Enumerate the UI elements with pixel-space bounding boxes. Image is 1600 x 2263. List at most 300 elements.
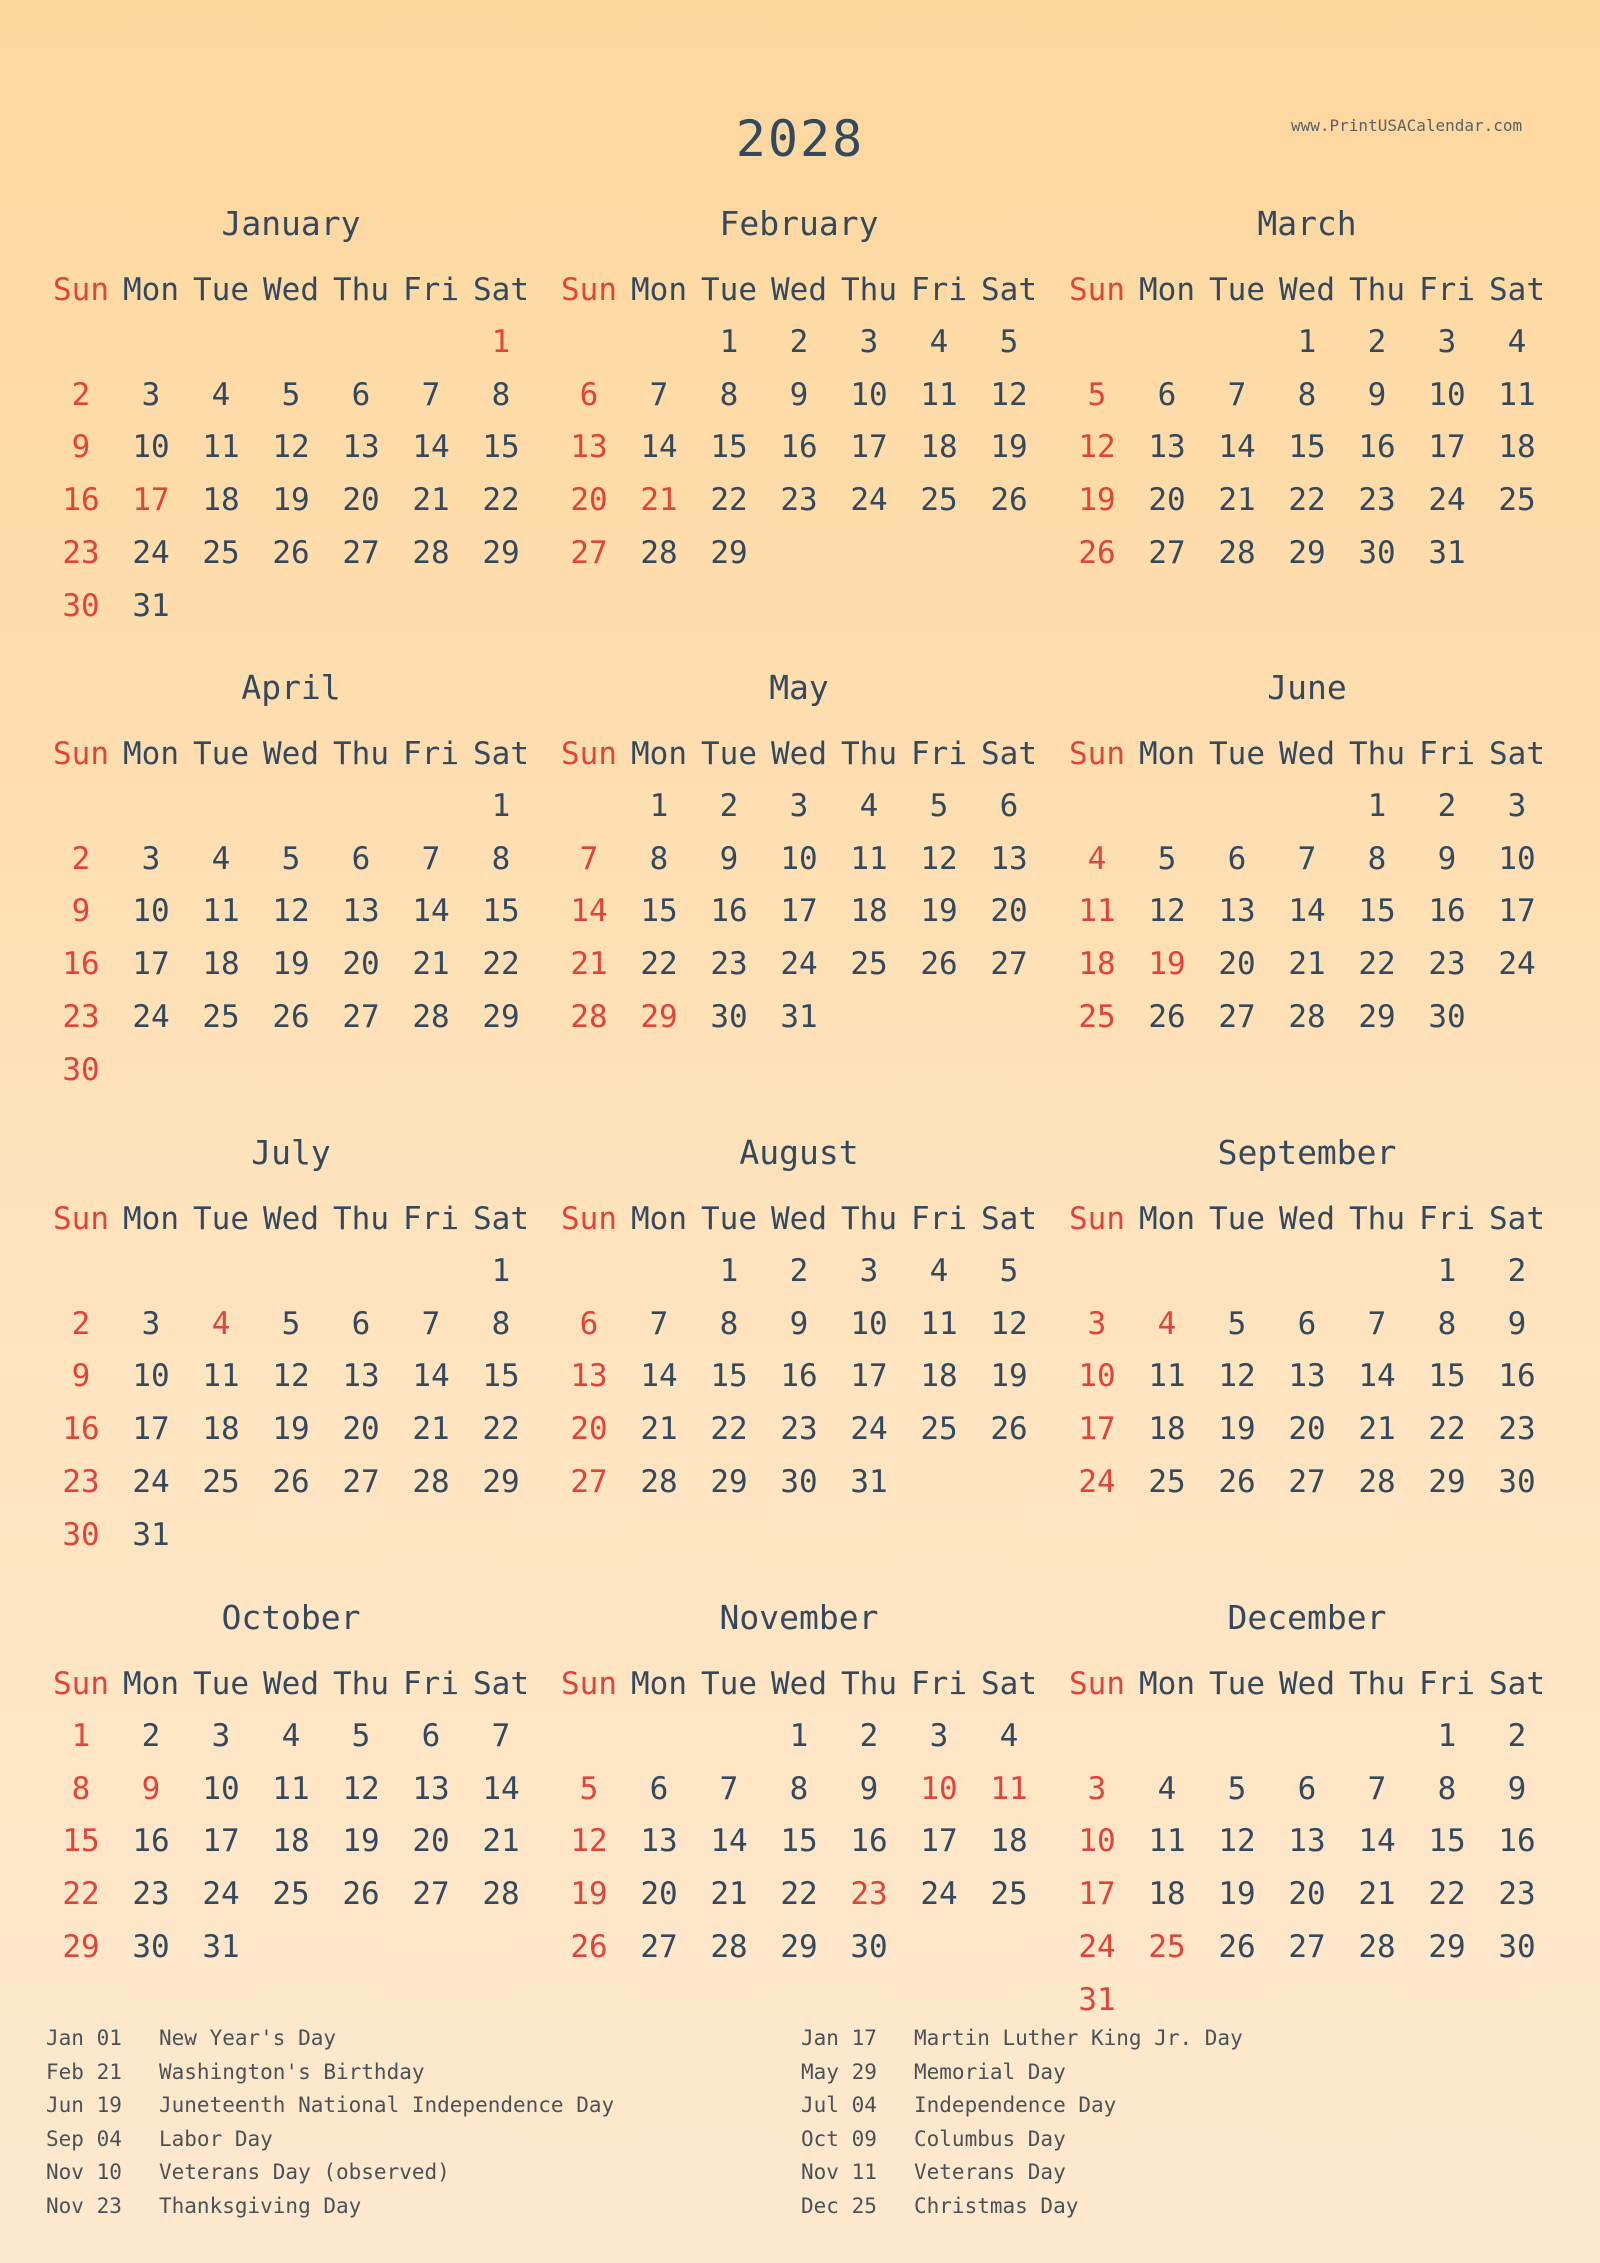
day-cell: 15 [710, 429, 748, 466]
day-cell: 9 [789, 1305, 809, 1342]
day-cell: 20 [990, 893, 1028, 930]
month-name: August [739, 1133, 859, 1172]
day-cell: 13 [1288, 1823, 1326, 1860]
day-cell: 14 [1358, 1358, 1396, 1395]
day-cell: 11 [920, 1305, 958, 1342]
holiday-entry [801, 2060, 1066, 2084]
holiday-date: May 29 [801, 2059, 877, 2084]
day-cell: 11 [1078, 893, 1116, 930]
day-cell: 23 [850, 1876, 888, 1913]
weekday-label: Thu [333, 272, 389, 308]
day-cell: 9 [1507, 1770, 1527, 1807]
day-cell: 25 [1498, 482, 1536, 519]
day-cell: 5 [281, 840, 301, 877]
day-cell: 25 [990, 1876, 1028, 1913]
day-cell: 6 [999, 788, 1019, 824]
day-cell: 23 [710, 946, 748, 983]
day-cell: 5 [281, 1305, 301, 1342]
day-cell: 21 [710, 1876, 748, 1913]
day-cell: 18 [1078, 946, 1116, 983]
weekday-label: Sun [561, 1666, 617, 1702]
weekday-header [1062, 1201, 1552, 1241]
day-cell: 5 [1227, 1305, 1247, 1342]
day-cell: 19 [1078, 482, 1116, 519]
day-cell: 2 [789, 1253, 809, 1289]
day-cell: 11 [1148, 1358, 1186, 1395]
day-cell: 6 [579, 376, 599, 413]
day-cell: 14 [640, 429, 678, 466]
day-cell: 14 [1288, 893, 1326, 930]
day-cell: 6 [1157, 376, 1177, 413]
day-cell: 24 [132, 998, 170, 1035]
day-cell: 11 [990, 1770, 1028, 1807]
day-cell: 25 [202, 534, 240, 571]
day-cell: 4 [211, 1305, 231, 1342]
day-cell: 14 [482, 1770, 520, 1807]
day-cell: 7 [1227, 376, 1247, 413]
holiday-entry [801, 2194, 1078, 2218]
day-cell: 14 [570, 893, 608, 930]
day-cell: 25 [272, 1876, 310, 1913]
day-cell: 13 [570, 1358, 608, 1395]
day-cell: 30 [132, 1928, 170, 1965]
day-cell: 9 [859, 1770, 879, 1807]
day-cell: 7 [421, 1305, 441, 1342]
day-cell: 24 [1078, 1928, 1116, 1965]
day-cell: 17 [132, 946, 170, 983]
weekday-label: Sun [561, 272, 617, 308]
day-cell: 21 [640, 482, 678, 519]
day-cell: 18 [850, 893, 888, 930]
holiday-date: Nov 11 [801, 2160, 877, 2184]
day-cell: 25 [1078, 998, 1116, 1035]
day-cell: 18 [202, 482, 240, 519]
day-cell: 27 [1148, 534, 1186, 571]
weekday-label: Mon [1139, 736, 1195, 772]
day-cell: 15 [482, 429, 520, 466]
day-cell: 31 [132, 1516, 170, 1553]
day-cell: 25 [202, 1463, 240, 1500]
day-cell: 16 [62, 946, 100, 983]
day-cell: 1 [491, 324, 511, 360]
weekday-header [554, 272, 1044, 312]
weekday-label: Fri [1419, 1201, 1475, 1237]
day-cell: 5 [1227, 1770, 1247, 1807]
day-cell: 25 [850, 946, 888, 983]
day-cell: 6 [1297, 1305, 1317, 1342]
day-cell: 15 [1288, 429, 1326, 466]
day-cell: 13 [342, 893, 380, 930]
day-cell: 21 [1358, 1876, 1396, 1913]
day-cell: 8 [789, 1770, 809, 1807]
day-cell: 29 [1288, 534, 1326, 571]
day-cell: 8 [1437, 1305, 1457, 1342]
day-cell: 22 [1428, 1876, 1466, 1913]
day-cell: 26 [1218, 1928, 1256, 1965]
weekday-header [46, 272, 536, 312]
day-cell: 16 [1498, 1358, 1536, 1395]
day-cell: 4 [1157, 1305, 1177, 1342]
day-cell: 24 [850, 482, 888, 519]
holiday-name: Veterans Day [914, 2160, 1066, 2184]
day-cell: 1 [1297, 324, 1317, 360]
day-cell: 25 [1148, 1463, 1186, 1500]
day-cell: 9 [719, 840, 739, 877]
weekday-label: Thu [333, 1201, 389, 1237]
holiday-name: Thanksgiving Day [159, 2193, 362, 2218]
weekday-label: Tue [1209, 1666, 1265, 1702]
holiday-date: Jan 01 [46, 2026, 122, 2050]
day-cell: 24 [850, 1411, 888, 1448]
day-cell: 5 [1087, 376, 1107, 413]
day-cell: 25 [1148, 1928, 1186, 1965]
day-cell: 21 [1288, 946, 1326, 983]
weekday-label: Sun [53, 736, 109, 772]
day-cell: 7 [1367, 1305, 1387, 1342]
weekday-label: Sat [1489, 272, 1545, 308]
day-cell: 3 [789, 788, 809, 824]
day-cell: 29 [1428, 1928, 1466, 1965]
day-cell: 2 [71, 1305, 91, 1342]
day-cell: 3 [859, 1253, 879, 1289]
day-cell: 29 [482, 998, 520, 1035]
year-title: 2028 [735, 110, 865, 168]
holiday-date: Sep 04 [46, 2126, 122, 2151]
weekday-label: Sat [473, 272, 529, 308]
weekday-label: Wed [1279, 736, 1335, 772]
day-cell: 26 [272, 534, 310, 571]
day-cell: 1 [649, 788, 669, 824]
day-cell: 29 [710, 1463, 748, 1500]
day-cell: 9 [789, 376, 809, 413]
day-cell: 6 [351, 840, 371, 877]
day-cell: 21 [1358, 1411, 1396, 1448]
day-cell: 18 [920, 429, 958, 466]
day-cell: 1 [789, 1718, 809, 1754]
day-cell: 15 [1358, 893, 1396, 930]
weekday-label: Wed [771, 1201, 827, 1237]
day-cell: 23 [62, 1463, 100, 1500]
weekday-label: Sat [473, 1201, 529, 1237]
holiday-name: Labor Day [159, 2126, 273, 2151]
day-cell: 29 [1428, 1463, 1466, 1500]
day-cell: 20 [1288, 1876, 1326, 1913]
day-cell: 13 [412, 1770, 450, 1807]
day-cell: 2 [1507, 1253, 1527, 1289]
day-cell: 27 [1288, 1928, 1326, 1965]
day-cell: 11 [1498, 376, 1536, 413]
holiday-name: New Year's Day [159, 2026, 337, 2050]
day-cell: 15 [1428, 1358, 1466, 1395]
day-cell: 12 [272, 429, 310, 466]
day-cell: 22 [482, 946, 520, 983]
day-cell: 13 [342, 429, 380, 466]
day-cell: 19 [1218, 1876, 1256, 1913]
day-cell: 12 [272, 893, 310, 930]
day-cell: 31 [850, 1463, 888, 1500]
day-cell: 28 [1358, 1928, 1396, 1965]
day-cell: 6 [579, 1305, 599, 1342]
day-cell: 18 [202, 946, 240, 983]
day-cell: 23 [1498, 1411, 1536, 1448]
day-cell: 2 [141, 1718, 161, 1754]
day-cell: 13 [990, 840, 1028, 877]
day-cell: 10 [920, 1770, 958, 1807]
day-cell: 24 [1428, 482, 1466, 519]
weekday-label: Sun [53, 272, 109, 308]
weekday-label: Thu [333, 1666, 389, 1702]
weekday-label: Sat [981, 1666, 1037, 1702]
day-cell: 23 [780, 482, 818, 519]
day-cell: 29 [62, 1928, 100, 1965]
holiday-entry [46, 2093, 614, 2117]
day-cell: 1 [1437, 1253, 1457, 1289]
day-cell: 2 [1437, 788, 1457, 824]
day-cell: 26 [990, 482, 1028, 519]
weekday-label: Fri [1419, 272, 1475, 308]
day-cell: 27 [990, 946, 1028, 983]
day-cell: 3 [1087, 1305, 1107, 1342]
day-cell: 24 [1078, 1463, 1116, 1500]
weekday-label: Sun [1069, 736, 1125, 772]
day-cell: 7 [579, 840, 599, 877]
weekday-label: Mon [631, 1201, 687, 1237]
holiday-name: Veterans Day (observed) [159, 2160, 450, 2184]
day-cell: 17 [1498, 893, 1536, 930]
day-cell: 20 [1218, 946, 1256, 983]
weekday-label: Thu [841, 1666, 897, 1702]
day-cell: 16 [1358, 429, 1396, 466]
day-cell: 16 [132, 1823, 170, 1860]
day-cell: 9 [141, 1770, 161, 1807]
day-cell: 31 [1078, 1981, 1116, 2018]
day-cell: 10 [202, 1770, 240, 1807]
month-name: February [719, 204, 879, 243]
day-cell: 25 [920, 1411, 958, 1448]
day-cell: 30 [62, 587, 100, 624]
day-cell: 21 [1218, 482, 1256, 519]
day-cell: 29 [640, 998, 678, 1035]
day-cell: 28 [412, 1463, 450, 1500]
day-cell: 26 [570, 1928, 608, 1965]
day-cell: 30 [780, 1463, 818, 1500]
day-cell: 20 [342, 482, 380, 519]
day-cell: 22 [482, 1411, 520, 1448]
day-cell: 9 [1437, 840, 1457, 877]
day-cell: 12 [920, 840, 958, 877]
day-cell: 10 [1078, 1358, 1116, 1395]
weekday-header [554, 1201, 1044, 1241]
website-url: www.PrintUSACalendar.com [1291, 116, 1523, 135]
day-cell: 7 [649, 376, 669, 413]
day-cell: 3 [211, 1718, 231, 1754]
day-cell: 29 [482, 1463, 520, 1500]
day-cell: 17 [1078, 1411, 1116, 1448]
day-cell: 12 [990, 376, 1028, 413]
month-name: December [1227, 1598, 1387, 1637]
day-cell: 3 [859, 324, 879, 360]
day-cell: 24 [132, 534, 170, 571]
day-cell: 19 [570, 1876, 608, 1913]
weekday-header [554, 736, 1044, 776]
holiday-date: Feb 21 [46, 2059, 122, 2084]
day-cell: 21 [482, 1823, 520, 1860]
day-cell: 14 [710, 1823, 748, 1860]
day-cell: 14 [412, 429, 450, 466]
day-cell: 27 [570, 534, 608, 571]
day-cell: 10 [780, 840, 818, 877]
weekday-label: Sun [53, 1666, 109, 1702]
day-cell: 4 [929, 324, 949, 360]
day-cell: 2 [1367, 324, 1387, 360]
day-cell: 11 [850, 840, 888, 877]
weekday-label: Wed [1279, 1666, 1335, 1702]
day-cell: 6 [649, 1770, 669, 1807]
day-cell: 28 [1218, 534, 1256, 571]
day-cell: 8 [71, 1770, 91, 1807]
day-cell: 10 [1498, 840, 1536, 877]
day-cell: 28 [570, 998, 608, 1035]
day-cell: 24 [202, 1876, 240, 1913]
day-cell: 16 [850, 1823, 888, 1860]
day-cell: 18 [990, 1823, 1028, 1860]
holiday-entry [801, 2127, 1066, 2151]
day-cell: 4 [281, 1718, 301, 1754]
weekday-label: Wed [263, 1666, 319, 1702]
weekday-header [46, 1201, 536, 1241]
day-cell: 12 [272, 1358, 310, 1395]
day-cell: 9 [1507, 1305, 1527, 1342]
day-cell: 22 [62, 1876, 100, 1913]
weekday-header [1062, 1666, 1552, 1706]
day-cell: 8 [491, 840, 511, 877]
day-cell: 10 [132, 893, 170, 930]
day-cell: 3 [141, 376, 161, 413]
day-cell: 8 [719, 376, 739, 413]
holiday-entry [46, 2026, 336, 2050]
weekday-label: Mon [631, 736, 687, 772]
day-cell: 18 [272, 1823, 310, 1860]
day-cell: 8 [1297, 376, 1317, 413]
day-cell: 22 [482, 482, 520, 519]
day-cell: 23 [132, 1876, 170, 1913]
weekday-header [46, 736, 536, 776]
day-cell: 4 [859, 788, 879, 824]
month-name: September [1217, 1133, 1397, 1172]
day-cell: 5 [351, 1718, 371, 1754]
day-cell: 5 [999, 1253, 1019, 1289]
day-cell: 26 [1148, 998, 1186, 1035]
day-cell: 25 [920, 482, 958, 519]
day-cell: 11 [1148, 1823, 1186, 1860]
day-cell: 19 [272, 482, 310, 519]
day-cell: 13 [1218, 893, 1256, 930]
weekday-label: Mon [123, 272, 179, 308]
weekday-label: Wed [771, 1666, 827, 1702]
day-cell: 10 [132, 429, 170, 466]
day-cell: 20 [412, 1823, 450, 1860]
holiday-name: Columbus Day [914, 2126, 1066, 2151]
day-cell: 30 [850, 1928, 888, 1965]
day-cell: 29 [482, 534, 520, 571]
day-cell: 16 [62, 1411, 100, 1448]
day-cell: 10 [850, 376, 888, 413]
day-cell: 31 [202, 1928, 240, 1965]
day-cell: 2 [1507, 1718, 1527, 1754]
holiday-date: Jan 17 [801, 2026, 877, 2050]
weekday-label: Tue [193, 736, 249, 772]
day-cell: 9 [71, 429, 91, 466]
holiday-entry [46, 2060, 425, 2084]
day-cell: 28 [412, 998, 450, 1035]
holiday-name: Washington's Birthday [159, 2059, 425, 2084]
day-cell: 4 [211, 376, 231, 413]
day-cell: 17 [1078, 1876, 1116, 1913]
weekday-label: Fri [403, 1201, 459, 1237]
day-cell: 13 [342, 1358, 380, 1395]
weekday-label: Mon [1139, 1201, 1195, 1237]
day-cell: 10 [1078, 1823, 1116, 1860]
day-cell: 13 [570, 429, 608, 466]
weekday-label: Wed [263, 736, 319, 772]
day-cell: 23 [1358, 482, 1396, 519]
day-cell: 23 [1498, 1876, 1536, 1913]
day-cell: 18 [1148, 1876, 1186, 1913]
weekday-label: Mon [123, 1666, 179, 1702]
day-cell: 27 [1218, 998, 1256, 1035]
day-cell: 17 [780, 893, 818, 930]
day-cell: 17 [850, 429, 888, 466]
month-name: June [1267, 668, 1347, 707]
holiday-date: Dec 25 [801, 2193, 877, 2218]
day-cell: 8 [719, 1305, 739, 1342]
month-name: July [251, 1133, 331, 1172]
day-cell: 3 [141, 1305, 161, 1342]
day-cell: 31 [780, 998, 818, 1035]
holiday-name: Juneteenth National Independence Day [159, 2093, 615, 2117]
day-cell: 31 [132, 587, 170, 624]
weekday-label: Mon [123, 736, 179, 772]
day-cell: 8 [649, 840, 669, 877]
weekday-label: Thu [1349, 736, 1405, 772]
holiday-entry [801, 2160, 1066, 2184]
day-cell: 22 [780, 1876, 818, 1913]
day-cell: 27 [412, 1876, 450, 1913]
month-name: November [719, 1598, 879, 1637]
day-cell: 23 [1428, 946, 1466, 983]
day-cell: 29 [710, 534, 748, 571]
day-cell: 17 [850, 1358, 888, 1395]
day-cell: 11 [202, 1358, 240, 1395]
weekday-label: Sat [1489, 736, 1545, 772]
weekday-label: Sat [981, 1201, 1037, 1237]
day-cell: 30 [1358, 534, 1396, 571]
weekday-label: Thu [841, 736, 897, 772]
weekday-label: Sat [981, 736, 1037, 772]
holiday-name: Martin Luther King Jr. Day [914, 2026, 1243, 2050]
day-cell: 27 [570, 1463, 608, 1500]
day-cell: 14 [1358, 1823, 1396, 1860]
day-cell: 17 [920, 1823, 958, 1860]
day-cell: 20 [342, 946, 380, 983]
day-cell: 7 [719, 1770, 739, 1807]
day-cell: 9 [71, 893, 91, 930]
weekday-label: Sat [473, 736, 529, 772]
day-cell: 7 [649, 1305, 669, 1342]
weekday-label: Mon [631, 1666, 687, 1702]
day-cell: 10 [132, 1358, 170, 1395]
weekday-label: Sun [1069, 1666, 1125, 1702]
